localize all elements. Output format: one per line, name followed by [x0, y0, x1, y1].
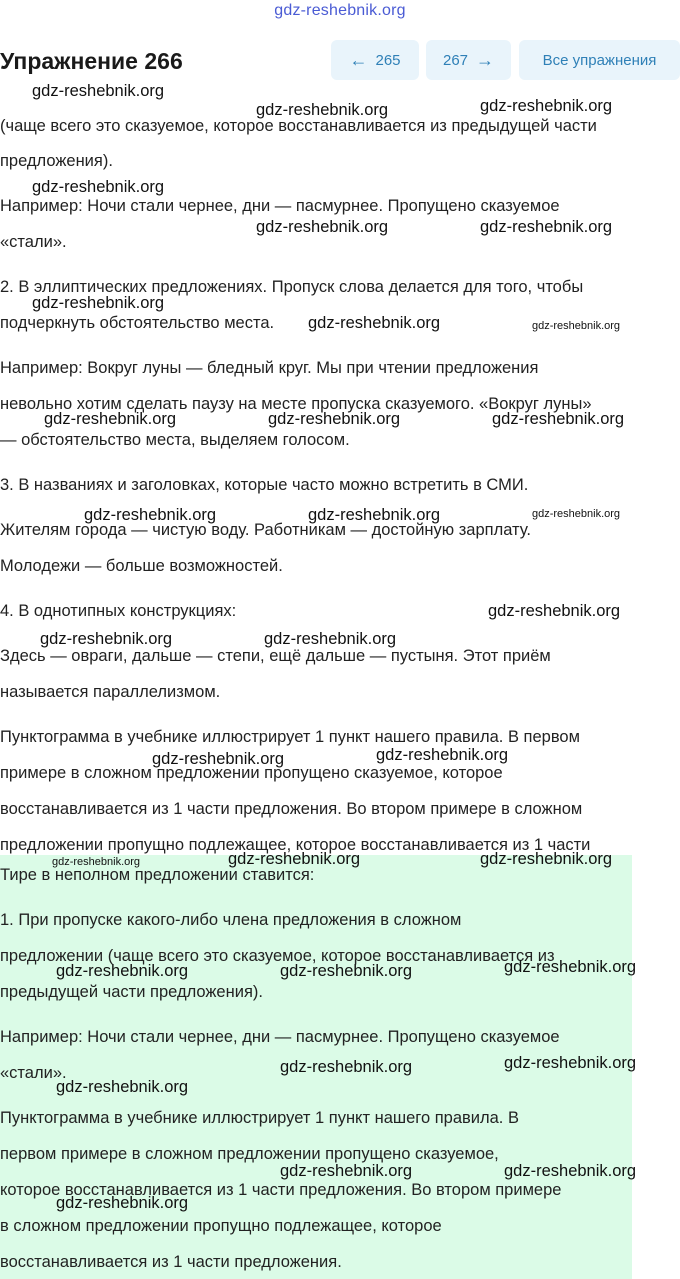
text-line: Пунктограмма в учебнике иллюстрирует 1 пункт нашего правила. В первом — [0, 728, 580, 746]
watermark: gdz-reshebnik.org — [228, 850, 361, 868]
watermark: gdz-reshebnik.org — [84, 506, 217, 524]
text-line: называется параллелизмом. — [0, 683, 221, 701]
text-line: 2. В эллиптических предложениях. Пропуск слова делается для того, чтобы — [0, 278, 584, 296]
watermark: gdz-reshebnik.org — [256, 218, 389, 236]
text-line: примере в сложном предложении пропущено сказуемое, которое — [0, 764, 503, 782]
watermark: gdz-reshebnik.org — [532, 320, 621, 332]
watermark: gdz-reshebnik.org — [504, 1162, 637, 1180]
watermark: gdz-reshebnik.org — [280, 1162, 413, 1180]
next-exercise-button[interactable] — [426, 40, 511, 80]
text-line: 3. В названиях и заголовках, которые часто можно встретить в СМИ. — [0, 476, 529, 494]
watermark: gdz-reshebnik.org — [504, 1054, 637, 1072]
text-line: (чаще всего это сказуемое, которое восстанавливается из предыдущей части — [0, 117, 597, 135]
answer-line: первом примере в сложном предложении пропущено сказуемое, — [0, 1145, 499, 1163]
watermark: gdz-reshebnik.org — [488, 602, 621, 620]
site-watermark-top: gdz-reshebnik.org — [274, 2, 406, 19]
text-line: Например: Ночи стали чернее, дни — пасмурнее. Пропущено сказуемое — [0, 197, 560, 215]
page-title: Упражнение 266 — [0, 48, 183, 74]
watermark: gdz-reshebnik.org — [308, 314, 441, 332]
prev-exercise-label: 265 — [375, 51, 401, 69]
text-line: «стали». — [0, 233, 67, 251]
watermark: gdz-reshebnik.org — [376, 746, 509, 764]
watermark: gdz-reshebnik.org — [308, 506, 441, 524]
watermark: gdz-reshebnik.org — [40, 630, 173, 648]
watermark: gdz-reshebnik.org — [268, 410, 401, 428]
arrow-left-icon: ← — [349, 50, 368, 70]
text-line: Жителям города — чистую воду. Работникам — достойную зарплату. — [0, 521, 531, 539]
text-line: Молодежи — больше возможностей. — [0, 557, 283, 575]
watermark: gdz-reshebnik.org — [52, 856, 141, 868]
answer-line: предложении (чаще всего это сказуемое, которое восстанавливается из — [0, 947, 555, 965]
answer-line: Тире в неполном предложении ставится: — [0, 866, 315, 884]
answer-line: в сложном предложении пропущно подлежащее, которое — [0, 1217, 442, 1235]
text-line: 4. В однотипных конструкциях: — [0, 602, 237, 620]
watermark: gdz-reshebnik.org — [280, 1058, 413, 1076]
arrow-right-icon: → — [476, 50, 495, 70]
answer-line: Например: Ночи стали чернее, дни — пасмурнее. Пропущено сказуемое — [0, 1028, 560, 1046]
text-line: предложения). — [0, 152, 113, 170]
watermark: gdz-reshebnik.org — [152, 750, 285, 768]
watermark: gdz-reshebnik.org — [56, 1194, 189, 1212]
watermark: gdz-reshebnik.org — [264, 630, 397, 648]
watermark: gdz-reshebnik.org — [480, 97, 613, 115]
answer-line: предыдущей части предложения). — [0, 983, 263, 1001]
watermark: gdz-reshebnik.org — [56, 1078, 189, 1096]
watermark: gdz-reshebnik.org — [480, 218, 613, 236]
text-line: подчеркнуть обстоятельство места. — [0, 314, 275, 332]
watermark: gdz-reshebnik.org — [32, 82, 165, 100]
next-exercise-label: 267 — [442, 51, 469, 69]
all-exercises-button[interactable]: Все упражнения — [519, 40, 680, 80]
watermark: gdz-reshebnik.org — [32, 294, 165, 312]
text-line: восстанавливается из 1 части предложения. Во втором примере в сложном — [0, 800, 583, 818]
watermark: gdz-reshebnik.org — [256, 101, 389, 119]
answer-line: восстанавливается из 1 части предложения. — [0, 1253, 342, 1271]
answer-line: «стали». — [0, 1064, 67, 1082]
watermark: gdz-reshebnik.org — [492, 410, 625, 428]
watermark: gdz-reshebnik.org — [56, 962, 189, 980]
prev-exercise-button[interactable] — [331, 40, 419, 80]
text-line: — обстоятельство места, выделяем голосом. — [0, 431, 350, 449]
text-line: невольно хотим сделать паузу на месте пропуска сказуемого. «Вокруг луны» — [0, 395, 592, 413]
watermark: gdz-reshebnik.org — [32, 178, 165, 196]
answer-line: 1. При пропуске какого-либо члена предложения в сложном — [0, 911, 462, 929]
watermark: gdz-reshebnik.org — [480, 850, 613, 868]
answer-line: которое восстанавливается из 1 части предложения. Во втором примере — [0, 1181, 562, 1199]
text-line: Здесь — овраги, дальше — степи, ещё дальше — пустыня. Этот приём — [0, 647, 551, 665]
watermark: gdz-reshebnik.org — [280, 962, 413, 980]
watermark: gdz-reshebnik.org — [532, 508, 621, 520]
text-line: предложении пропущно подлежащее, которое восстанавливается из 1 части — [0, 836, 591, 854]
watermark: gdz-reshebnik.org — [44, 410, 177, 428]
answer-line: Пунктограмма в учебнике иллюстрирует 1 пункт нашего правила. В — [0, 1109, 519, 1127]
text-line: Например: Вокруг луны — бледный круг. Мы при чтении предложения — [0, 359, 539, 377]
exercise-header — [0, 40, 680, 82]
watermark: gdz-reshebnik.org — [504, 958, 637, 976]
